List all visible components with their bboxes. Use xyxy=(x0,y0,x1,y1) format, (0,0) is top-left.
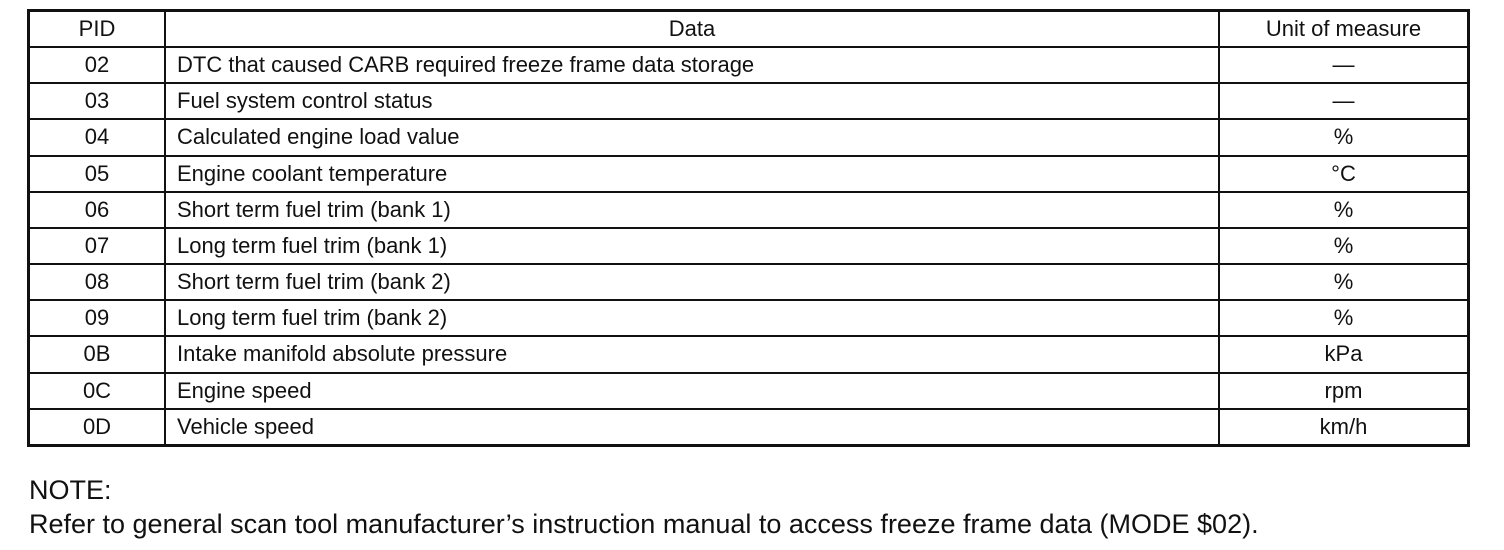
cell-unit: rpm xyxy=(1219,373,1467,409)
table-row xyxy=(30,119,1467,155)
cell-data: Long term fuel trim (bank 1) xyxy=(165,228,1219,264)
cell-pid: 0B xyxy=(30,336,165,372)
cell-data: Engine coolant temperature xyxy=(165,156,1219,192)
cell-pid: 0D xyxy=(30,409,165,444)
table-row xyxy=(30,156,1467,192)
table-row xyxy=(30,264,1467,300)
cell-pid: 03 xyxy=(30,83,165,119)
cell-pid: 09 xyxy=(30,300,165,336)
cell-data: Long term fuel trim (bank 2) xyxy=(165,300,1219,336)
table-row xyxy=(30,83,1467,119)
cell-unit: % xyxy=(1219,300,1467,336)
table-header-row xyxy=(30,12,1467,47)
cell-unit: — xyxy=(1219,47,1467,83)
cell-data: Fuel system control status xyxy=(165,83,1219,119)
cell-unit: km/h xyxy=(1219,409,1467,444)
cell-unit: kPa xyxy=(1219,336,1467,372)
column-header-pid: PID xyxy=(30,12,165,47)
cell-pid: 02 xyxy=(30,47,165,83)
note xyxy=(29,473,1259,541)
column-header-unit: Unit of measure xyxy=(1219,12,1467,47)
note-text: Refer to general scan tool manufacturer’s instruction manual to access freeze frame data (MODE $02). xyxy=(29,509,1259,539)
table-row xyxy=(30,336,1467,372)
table-row xyxy=(30,228,1467,264)
table-row xyxy=(30,47,1467,83)
column-header-data: Data xyxy=(165,12,1219,47)
table-row xyxy=(30,373,1467,409)
cell-unit: °C xyxy=(1219,156,1467,192)
cell-pid: 08 xyxy=(30,264,165,300)
table-row xyxy=(30,300,1467,336)
cell-unit: % xyxy=(1219,119,1467,155)
cell-pid: 05 xyxy=(30,156,165,192)
freeze-frame-table xyxy=(27,9,1470,447)
cell-data: DTC that caused CARB required freeze frame data storage xyxy=(165,47,1219,83)
cell-unit: % xyxy=(1219,264,1467,300)
table-body xyxy=(30,47,1467,444)
cell-data: Short term fuel trim (bank 1) xyxy=(165,192,1219,228)
cell-unit: % xyxy=(1219,228,1467,264)
cell-data: Vehicle speed xyxy=(165,409,1219,444)
table-row xyxy=(30,409,1467,444)
cell-data: Calculated engine load value xyxy=(165,119,1219,155)
cell-pid: 06 xyxy=(30,192,165,228)
cell-data: Short term fuel trim (bank 2) xyxy=(165,264,1219,300)
cell-pid: 07 xyxy=(30,228,165,264)
freeze-frame-data-table xyxy=(30,12,1467,444)
cell-pid: 04 xyxy=(30,119,165,155)
table-row xyxy=(30,192,1467,228)
cell-pid: 0C xyxy=(30,373,165,409)
cell-data: Intake manifold absolute pressure xyxy=(165,336,1219,372)
cell-data: Engine speed xyxy=(165,373,1219,409)
note-label: NOTE: xyxy=(29,475,112,505)
cell-unit: % xyxy=(1219,192,1467,228)
cell-unit: — xyxy=(1219,83,1467,119)
